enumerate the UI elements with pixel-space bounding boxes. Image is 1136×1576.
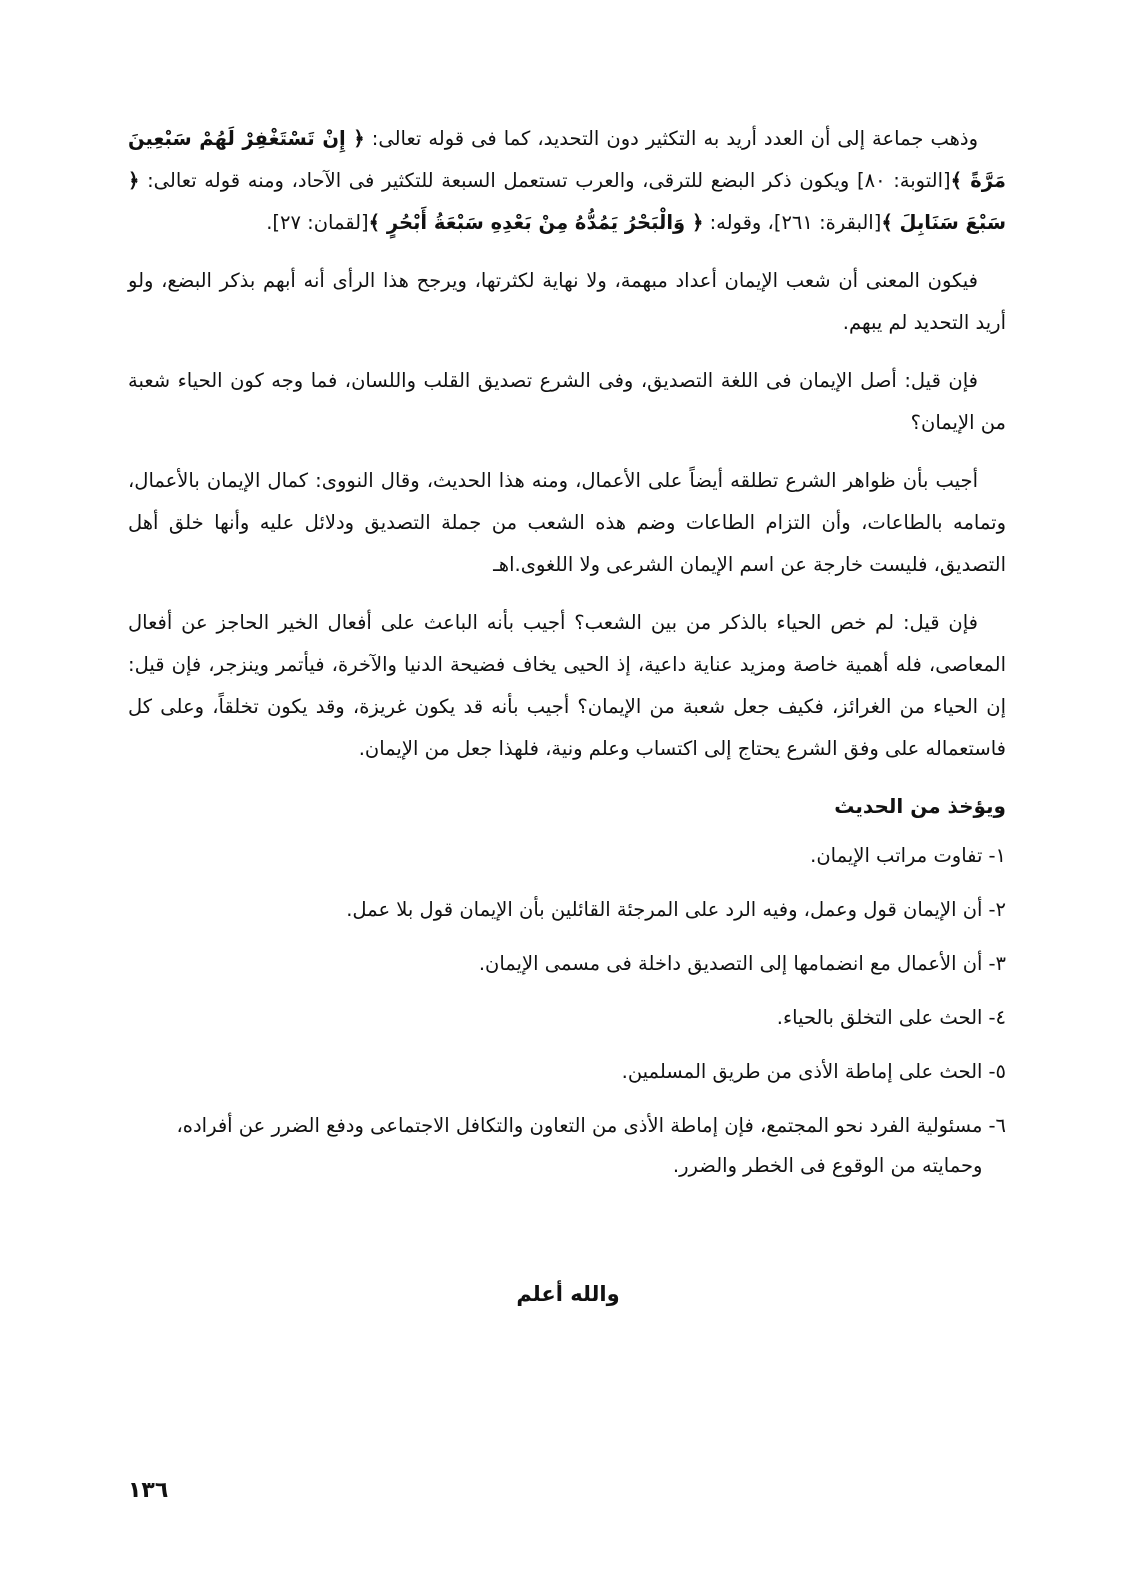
paragraph [128,360,1006,444]
quran-verse: ﴿ وَالْبَحْرُ يَمُدُّهُ مِنْ بَعْدِهِ سَبْعَةُ أَبْحُرٍ ﴾ [368,211,704,234]
paragraph-text: [البقرة: ٢٦١]، وقوله: [703,211,882,234]
list-item-text: تفاوت مراتب الإيمان. [810,844,983,867]
page-number: ١٣٦ [128,1478,169,1503]
list-item-text: أن الأعمال مع انضمامها إلى التصديق داخلة فى مسمى الإيمان. [478,952,983,975]
list-item [128,1106,1006,1186]
list-item-text: أن الإيمان قول وعمل، وفيه الرد على المرجئة القائلين بأن الإيمان قول بلا عمل. [346,898,983,921]
list-item [128,890,1006,930]
paragraph [128,602,1006,770]
list-item-text: الحث على إماطة الأذى من طريق المسلمين. [621,1060,983,1083]
benefits-list [128,836,1006,1186]
paragraph-text: فيكون المعنى أن شعب الإيمان أعداد مبهمة، ولا نهاية لكثرتها، ويرجح هذا الرأى أنه أبهم بذكر البضع، ولو أريد التحديد لم يبهم. [128,269,1006,334]
paragraph-text: [التوبة: ٨٠] ويكون ذكر البضع للترقى، والعرب تستعمل السبعة للتكثير فى الآحاد، ومنه قوله تعالى: [139,169,951,192]
list-item-number: ١- [988,844,1006,867]
list-item [128,1052,1006,1092]
paragraph-text: فإن قيل: أصل الإيمان فى اللغة التصديق، وفى الشرع تصديق القلب واللسان، فما وجه كون الحياء شعبة من الإيمان؟ [128,369,1006,434]
section-heading: ويؤخذ من الحديث [834,794,1006,818]
list-item [128,836,1006,876]
quran-verse: ﴿ سَبْعَ سَنَابِلَ ﴾ [128,169,1006,234]
list-item [128,944,1006,984]
paragraph [128,260,1006,344]
page-body [128,118,1006,1200]
paragraph-text: فإن قيل: لم خص الحياء بالذكر من بين الشعب؟ أجيب بأنه الباعث على أفعال الخير الحاجز عن أفعال المعاصى، فله أهمية خاصة ومزيد عناية داعية، إذ الحيى يخاف فضيحة الدنيا والآخرة، فيأتمر وينزجر، فإن قيل: إن الحياء من الغرائز، فكيف جعل شعبة من الإيمان؟ أجيب بأنه قد يكون غريزة، وقد يكون تخلقاً، وعلى كل فاستعماله على وفق الشرع يحتاج إلى اكتساب وعلم ونية، فلهذا جعل من الإيمان. [128,611,1006,760]
quran-verse: ﴿ إِنْ تَسْتَغْفِرْ لَهُمْ سَبْعِينَ مَرَّةً ﴾ [128,127,1006,192]
list-item-number: ٦- [988,1114,1006,1137]
paragraph-text: وذهب جماعة إلى أن العدد أريد به التكثير دون التحديد، كما فى قوله تعالى: [364,127,978,150]
list-item-text: مسئولية الفرد نحو المجتمع، فإن إماطة الأذى من التعاون والتكافل الاجتماعى ودفع الضرر عن أفراده، وحمايته من الوقوع فى الخطر والضرر. [176,1114,983,1177]
list-item-number: ٥- [988,1060,1006,1083]
list-item [128,998,1006,1038]
paragraphs [128,118,1006,770]
list-item-number: ٢- [988,898,1006,921]
paragraph-text: [لقمان: ٢٧]. [266,211,369,234]
list-item-text: الحث على التخلق بالحياء. [776,1006,983,1029]
paragraph-text: أجيب بأن ظواهر الشرع تطلقه أيضاً على الأعمال، ومنه هذا الحديث، وقال النووى: كمال الإيمان بالأعمال، وتمامه بالطاعات، وأن التزام الطاعات وضم هذه الشعب من جملة التصديق ودلائل عليه وأنها خلق أهل التصديق، فليست خارجة عن اسم الإيمان الشرعى ولا اللغوى.اهـ [128,469,1006,576]
list-item-number: ٤- [988,1006,1006,1029]
list-item-number: ٣- [988,952,1006,975]
closing-phrase: والله أعلم [516,1282,620,1306]
paragraph [128,460,1006,586]
paragraph [128,118,1006,244]
